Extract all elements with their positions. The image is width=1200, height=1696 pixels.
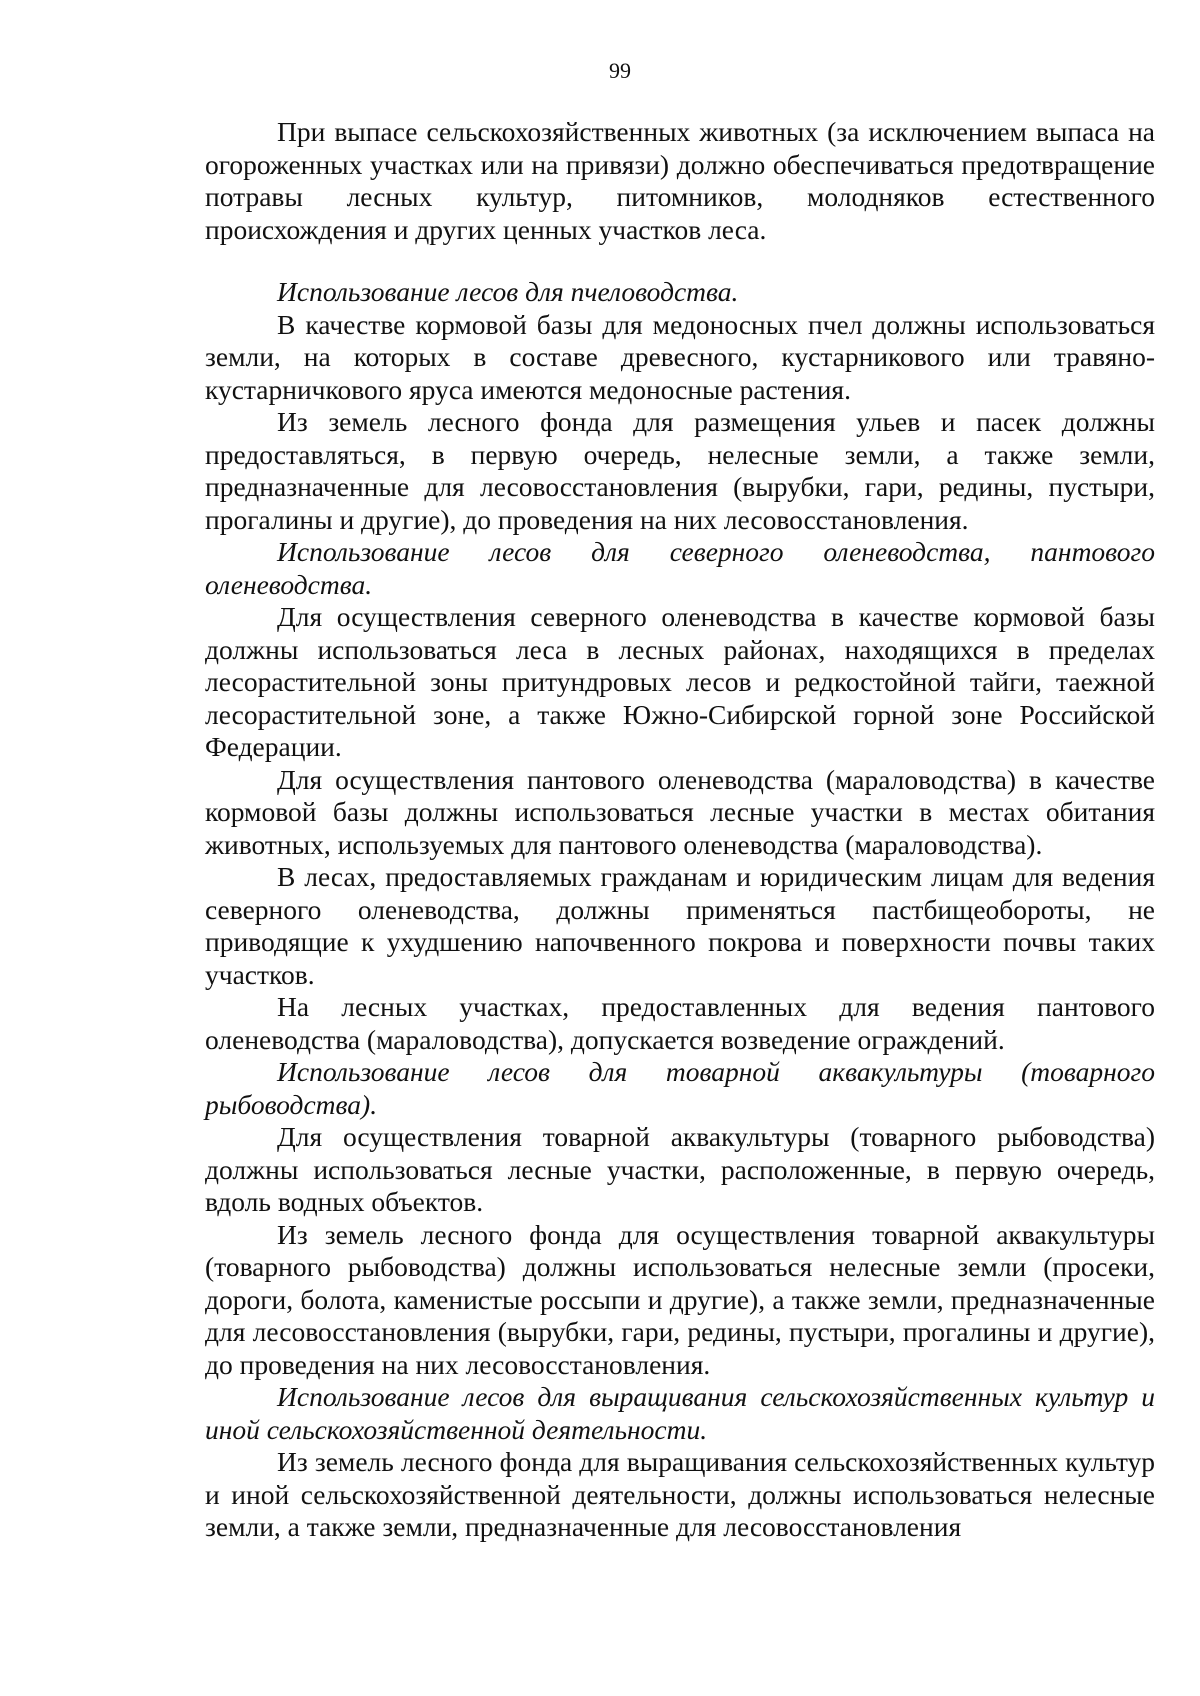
paragraph-fencing: На лесных участках, предоставленных для ведения пантового оленеводства (мараловодства), допускается возведение ограждений. — [205, 991, 1155, 1055]
section-gap — [205, 246, 1155, 276]
paragraph-antler-deer: Для осуществления пантового оленеводства (мараловодства) в качестве кормовой базы должны использоваться лесные участки в местах обитания животных, используемых для пантового оленеводства (мараловодства). — [205, 763, 1155, 860]
paragraph-livestock-grazing: При выпасе сельскохозяйственных животных (за исключением выпаса на огороженных участках или на привязи) должно обеспечиваться предотвращение потравы лесных культур, питомников, молодняков естественного происхождения и других ценных участков леса. — [205, 116, 1155, 245]
paragraph-northern-reindeer: Для осуществления северного оленеводства в качестве кормовой базы должны использоваться леса в лесных районах, находящихся в пределах лесорастительной зоны притундровых лесов и редкостойной тайги, таежной лесорастительной зоне, а также Южно-Сибирской горной зоне Российской Федерации. — [205, 601, 1155, 762]
paragraph-apiary-placement: Из земель лесного фонда для размещения ульев и пасек должны предоставляться, в первую очередь, нелесные земли, а также земли, предназначенные для лесовосстановления (вырубки, гари, редины, пустыри, прогалины и другие), до проведения на них лесовосстановления. — [205, 406, 1155, 535]
paragraph-pasture-rotation: В лесах, предоставляемых гражданам и юридическим лицам для ведения северного оленеводства, должны применяться пастбищеобороты, не приводящие к ухудшению напочвенного покрова и поверхности почвы таких участков. — [205, 861, 1155, 990]
section-heading-reindeer-herding: Использование лесов для северного оленеводства, пантового оленеводства. — [205, 536, 1155, 600]
section-heading-agriculture: Использование лесов для выращивания сельскохозяйственных культур и иной сельскохозяйственной деятельности. — [205, 1381, 1155, 1445]
document-body — [205, 116, 1155, 1544]
paragraph-aquaculture-sites: Для осуществления товарной аквакультуры (товарного рыбоводства) должны использоваться лесные участки, расположенные, в первую очередь, вдоль водных объектов. — [205, 1121, 1155, 1217]
paragraph-bee-forage: В качестве кормовой базы для медоносных пчел должны использоваться земли, на которых в составе древесного, кустарникового или травяно-кустарничкового яруса имеются медоносные растения. — [205, 308, 1155, 405]
page-number: 99 — [609, 58, 631, 83]
paragraph-aquaculture-lands: Из земель лесного фонда для осуществления товарной аквакультуры (товарного рыбоводства) должны использоваться нелесные земли (просеки, дороги, болота, каменистые россыпи и другие), а также земли, предназначенные для лесовосстановления (вырубки, гари, редины, пустыри, прогалины и другие), до проведения на них лесовосстановления. — [205, 1218, 1155, 1380]
section-heading-aquaculture: Использование лесов для товарной аквакультуры (товарного рыбоводства). — [205, 1056, 1155, 1120]
section-heading-beekeeping: Использование лесов для пчеловодства. — [277, 276, 739, 307]
paragraph-agriculture-lands: Из земель лесного фонда для выращивания сельскохозяйственных культур и иной сельскохозяйственной деятельности, должны использоваться нелесные земли, а также земли, предназначенные для лесовосстановления — [205, 1446, 1155, 1542]
